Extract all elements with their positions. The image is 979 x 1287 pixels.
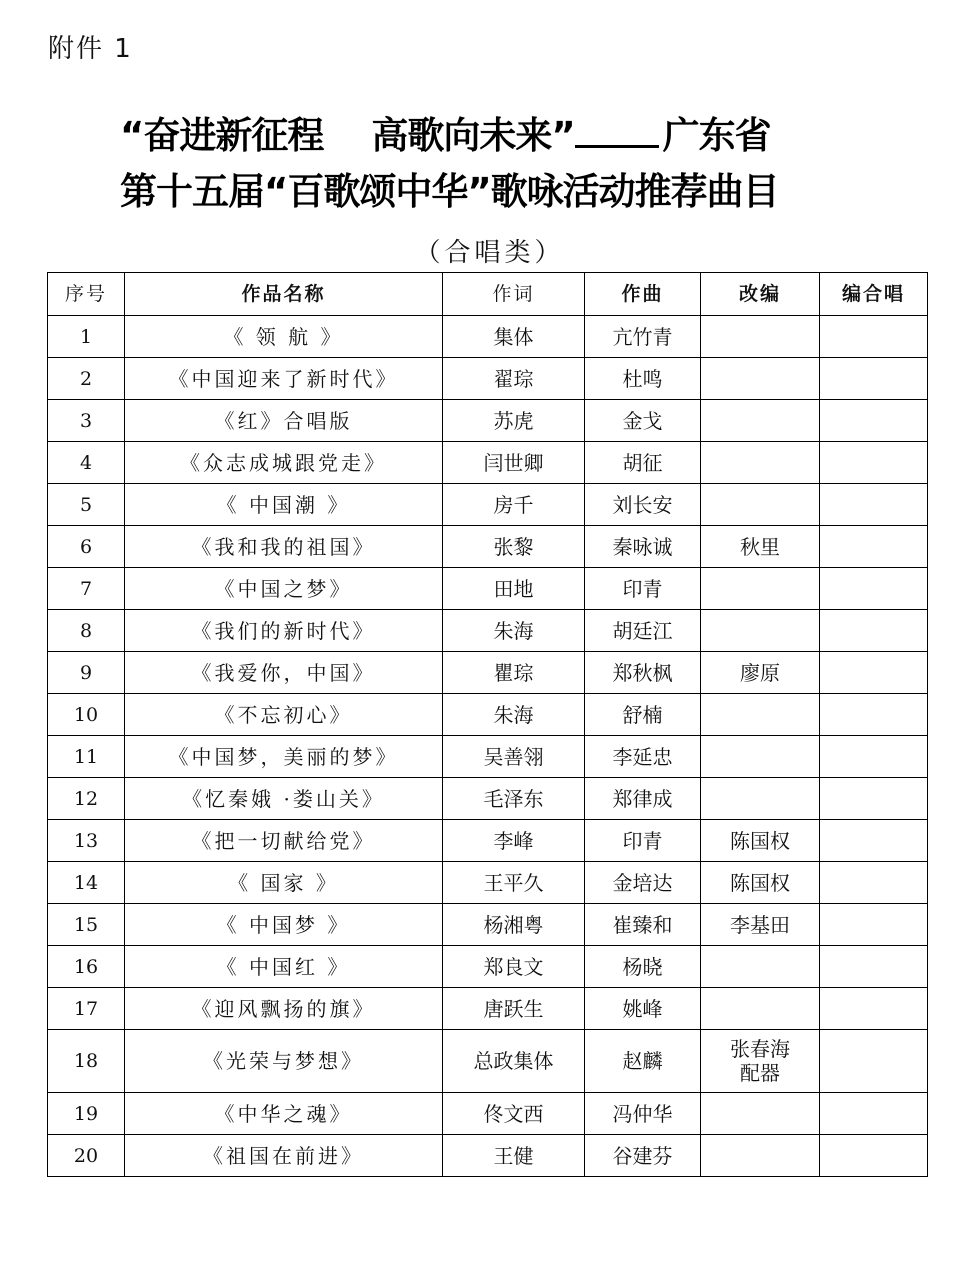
table-row [48, 652, 928, 694]
row-lyricist: 田地 [443, 568, 585, 610]
row-choral-arranger [820, 484, 928, 526]
row-lyricist: 集体 [443, 316, 585, 358]
row-number: 5 [48, 484, 125, 526]
row-lyricist: 吴善翎 [443, 736, 585, 778]
row-arranger [701, 988, 820, 1030]
row-choral-arranger [820, 820, 928, 862]
table-row [48, 694, 928, 736]
row-title: 《我们的新时代》 [125, 610, 443, 652]
row-title: 《中国之梦》 [125, 568, 443, 610]
table-row [48, 904, 928, 946]
row-arranger: 李基田 [701, 904, 820, 946]
table-row [48, 316, 928, 358]
row-lyricist: 佟文西 [443, 1093, 585, 1135]
row-lyricist: 毛泽东 [443, 778, 585, 820]
row-choral-arranger [820, 736, 928, 778]
row-lyricist: 王平久 [443, 862, 585, 904]
row-choral-arranger [820, 1093, 928, 1135]
row-composer: 冯仲华 [585, 1093, 701, 1135]
row-number: 11 [48, 736, 125, 778]
row-composer: 刘长安 [585, 484, 701, 526]
row-number: 16 [48, 946, 125, 988]
header-lyricist: 作词 [443, 273, 585, 316]
row-choral-arranger [820, 442, 928, 484]
song-table-body [48, 316, 928, 1177]
table-row [48, 946, 928, 988]
row-title: 《光荣与梦想》 [125, 1030, 443, 1093]
row-arranger [701, 442, 820, 484]
row-number: 14 [48, 862, 125, 904]
row-arranger [701, 946, 820, 988]
row-title: 《红》合唱版 [125, 400, 443, 442]
row-number: 3 [48, 400, 125, 442]
row-choral-arranger [820, 904, 928, 946]
row-title: 《 中国潮 》 [125, 484, 443, 526]
category-subtitle: （合唱类） [414, 238, 565, 268]
row-title: 《我和我的祖国》 [125, 526, 443, 568]
row-choral-arranger [820, 946, 928, 988]
row-lyricist: 朱海 [443, 610, 585, 652]
row-arranger [701, 400, 820, 442]
title-line-1-part-1: “奋进新征程 [120, 114, 324, 157]
table-row [48, 1135, 928, 1177]
table-row [48, 988, 928, 1030]
row-composer: 崔臻和 [585, 904, 701, 946]
row-arranger [701, 1135, 820, 1177]
row-choral-arranger [820, 778, 928, 820]
row-composer: 杨晓 [585, 946, 701, 988]
row-arranger [701, 358, 820, 400]
row-number: 15 [48, 904, 125, 946]
row-choral-arranger [820, 400, 928, 442]
row-lyricist: 王健 [443, 1135, 585, 1177]
table-row [48, 526, 928, 568]
header-number: 序号 [48, 273, 125, 316]
row-title: 《中国迎来了新时代》 [125, 358, 443, 400]
row-number: 17 [48, 988, 125, 1030]
row-arranger [701, 484, 820, 526]
row-arranger: 秋里 [701, 526, 820, 568]
row-composer: 赵麟 [585, 1030, 701, 1093]
row-number: 20 [48, 1135, 125, 1177]
row-number: 7 [48, 568, 125, 610]
row-lyricist: 李峰 [443, 820, 585, 862]
header-arranger: 改编 [701, 273, 820, 316]
table-row [48, 736, 928, 778]
row-lyricist: 朱海 [443, 694, 585, 736]
row-lyricist: 翟琮 [443, 358, 585, 400]
table-row [48, 778, 928, 820]
row-arranger [701, 610, 820, 652]
row-number: 10 [48, 694, 125, 736]
row-arranger [701, 568, 820, 610]
row-title: 《 中国红 》 [125, 946, 443, 988]
row-choral-arranger [820, 694, 928, 736]
row-title: 《中国梦，美丽的梦》 [125, 736, 443, 778]
table-row [48, 1030, 928, 1093]
row-choral-arranger [820, 1135, 928, 1177]
row-title: 《迎风飘扬的旗》 [125, 988, 443, 1030]
row-arranger: 廖原 [701, 652, 820, 694]
row-choral-arranger [820, 568, 928, 610]
attachment-label: 附件 1 [48, 34, 133, 64]
row-title: 《祖国在前进》 [125, 1135, 443, 1177]
row-composer: 舒楠 [585, 694, 701, 736]
row-choral-arranger [820, 862, 928, 904]
row-arranger-line-1: 张春海 [730, 1037, 790, 1061]
row-composer: 李延忠 [585, 736, 701, 778]
title-line-2: 第十五届“百歌颂中华”歌咏活动推荐曲目 [120, 170, 779, 213]
row-lyricist: 唐跃生 [443, 988, 585, 1030]
row-title: 《众志成城跟党走》 [125, 442, 443, 484]
row-arranger [701, 1093, 820, 1135]
row-composer: 胡廷江 [585, 610, 701, 652]
table-row [48, 862, 928, 904]
row-title: 《中华之魂》 [125, 1093, 443, 1135]
table-row [48, 484, 928, 526]
row-number: 13 [48, 820, 125, 862]
row-choral-arranger [820, 988, 928, 1030]
row-title: 《把一切献给党》 [125, 820, 443, 862]
row-composer: 印青 [585, 820, 701, 862]
row-choral-arranger [820, 316, 928, 358]
table-row [48, 358, 928, 400]
row-title: 《忆秦娥 ·娄山关》 [125, 778, 443, 820]
table-header-row [48, 273, 928, 316]
row-lyricist: 房千 [443, 484, 585, 526]
row-number: 9 [48, 652, 125, 694]
row-title: 《 中国梦 》 [125, 904, 443, 946]
row-number: 4 [48, 442, 125, 484]
row-lyricist: 杨湘粤 [443, 904, 585, 946]
row-number: 2 [48, 358, 125, 400]
row-number: 19 [48, 1093, 125, 1135]
row-composer: 郑律成 [585, 778, 701, 820]
row-lyricist: 总政集体 [443, 1030, 585, 1093]
row-arranger [701, 1030, 820, 1093]
header-choral-arranger: 编合唱 [820, 273, 928, 316]
row-composer: 胡征 [585, 442, 701, 484]
row-composer: 秦咏诚 [585, 526, 701, 568]
row-number: 1 [48, 316, 125, 358]
row-arranger [701, 316, 820, 358]
row-lyricist: 苏虎 [443, 400, 585, 442]
row-number: 12 [48, 778, 125, 820]
row-number: 8 [48, 610, 125, 652]
table-row [48, 568, 928, 610]
row-composer: 亢竹青 [585, 316, 701, 358]
row-choral-arranger [820, 652, 928, 694]
row-title: 《 国家 》 [125, 862, 443, 904]
row-arranger [701, 778, 820, 820]
row-arranger: 陈国权 [701, 862, 820, 904]
row-composer: 郑秋枫 [585, 652, 701, 694]
title-line-1-part-2: 高歌向未来” [371, 114, 575, 157]
row-title: 《不忘初心》 [125, 694, 443, 736]
table-row [48, 820, 928, 862]
row-lyricist: 张黎 [443, 526, 585, 568]
song-table [47, 272, 928, 1177]
row-arranger-line-2: 配器 [740, 1061, 780, 1085]
row-composer: 金戈 [585, 400, 701, 442]
row-composer: 谷建芬 [585, 1135, 701, 1177]
row-choral-arranger [820, 610, 928, 652]
row-choral-arranger [820, 526, 928, 568]
row-composer: 杜鸣 [585, 358, 701, 400]
title-line-1 [120, 108, 840, 164]
row-composer: 金培达 [585, 862, 701, 904]
document-title [120, 108, 840, 220]
header-composer: 作曲 [585, 273, 701, 316]
row-arranger [701, 736, 820, 778]
title-underline [575, 113, 659, 148]
row-lyricist: 郑良文 [443, 946, 585, 988]
title-line-1-part-3: 广东省 [662, 114, 771, 157]
row-arranger [701, 694, 820, 736]
row-arranger: 陈国权 [701, 820, 820, 862]
row-choral-arranger [820, 1030, 928, 1093]
table-row [48, 442, 928, 484]
row-composer: 印青 [585, 568, 701, 610]
table-row [48, 1093, 928, 1135]
table-row [48, 400, 928, 442]
row-composer: 姚峰 [585, 988, 701, 1030]
row-lyricist: 瞿琮 [443, 652, 585, 694]
row-choral-arranger [820, 358, 928, 400]
row-number: 6 [48, 526, 125, 568]
header-title: 作品名称 [125, 273, 443, 316]
table-row [48, 610, 928, 652]
row-title: 《 领 航 》 [125, 316, 443, 358]
row-title: 《我爱你，中国》 [125, 652, 443, 694]
row-number: 18 [48, 1030, 125, 1093]
row-lyricist: 闫世卿 [443, 442, 585, 484]
